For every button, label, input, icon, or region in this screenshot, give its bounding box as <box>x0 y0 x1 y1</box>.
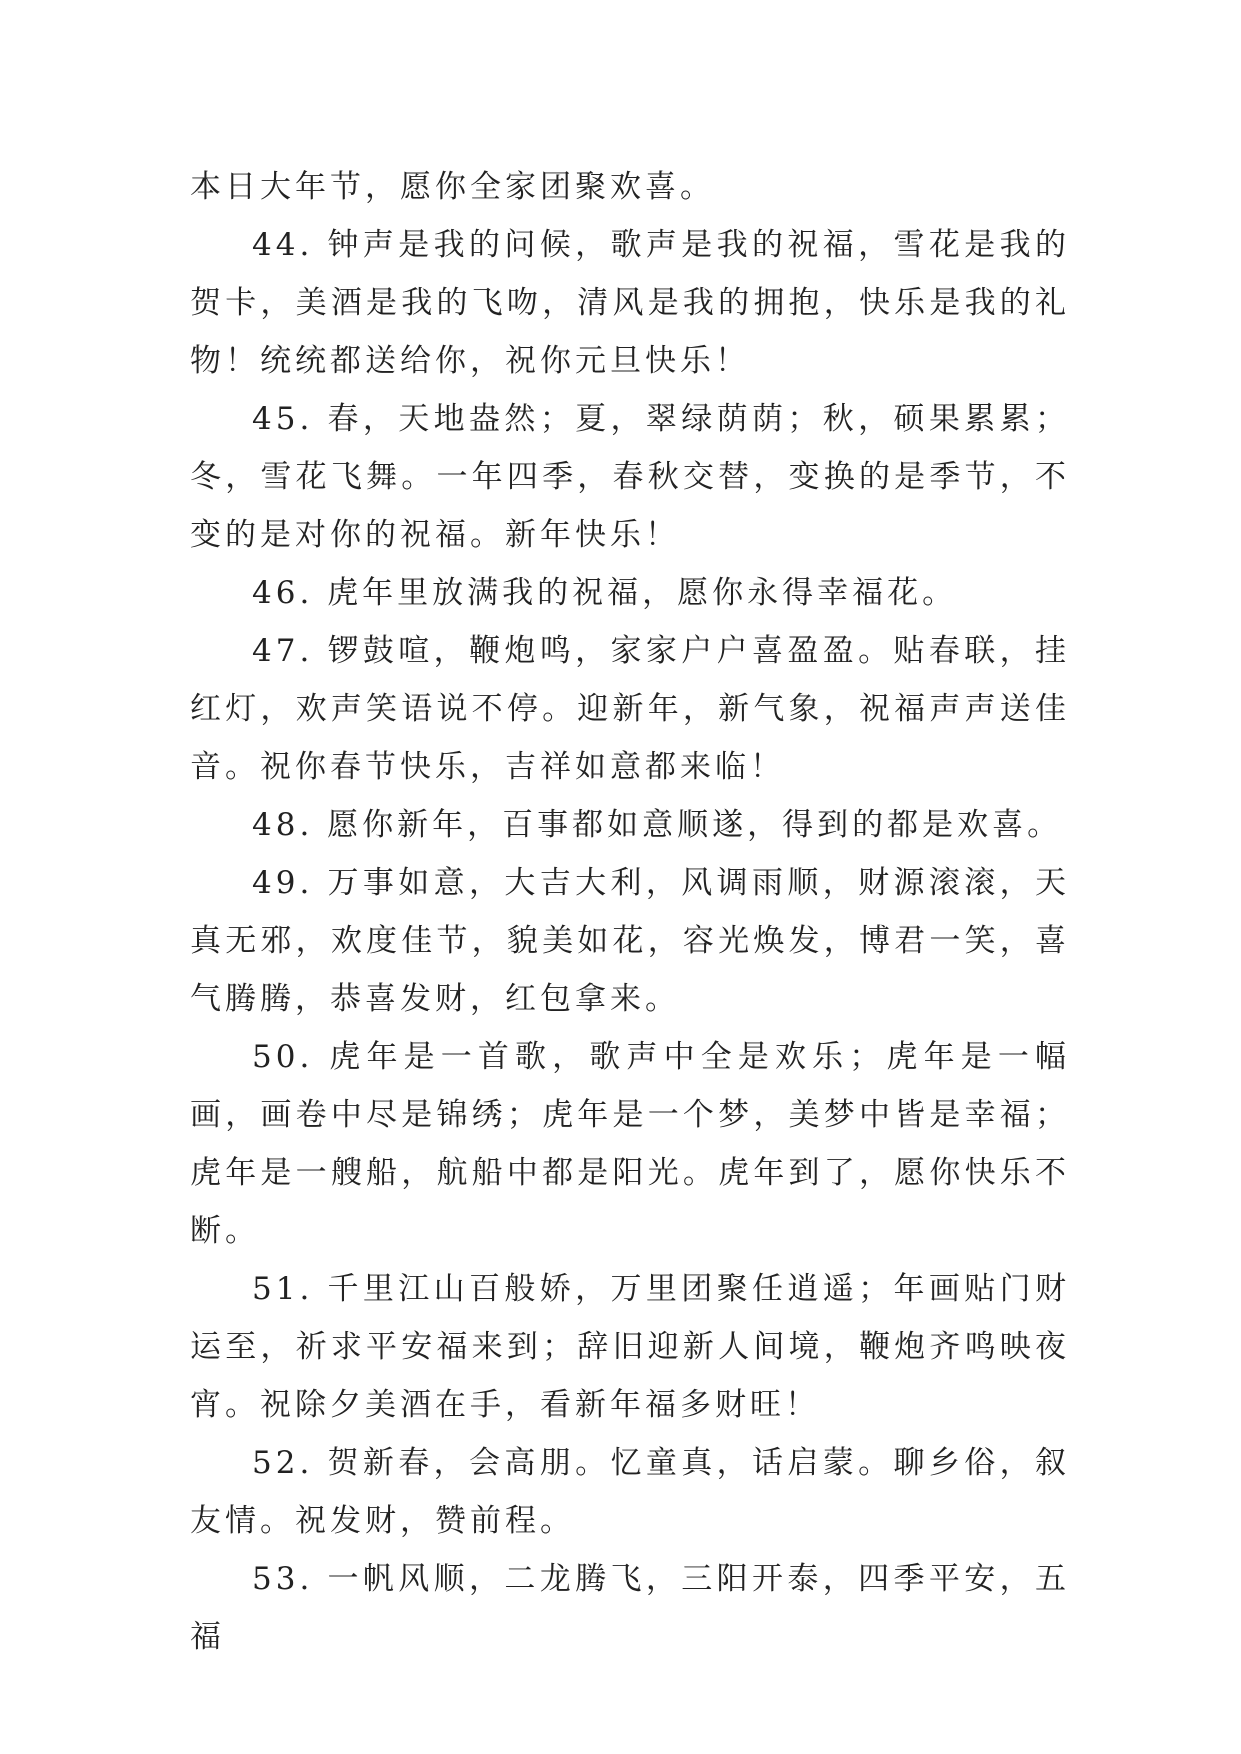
paragraph-50: 50. 虎年是一首歌，歌声中全是欢乐；虎年是一幅画，画卷中尽是锦绣；虎年是一个梦，美梦中皆是幸福；虎年是一艘船，航船中都是阳光。虎年到了，愿你快乐不断。 <box>190 1039 1070 1249</box>
paragraph-44: 44. 钟声是我的问候，歌声是我的祝福，雪花是我的贺卡，美酒是我的飞吻，清风是我的拥抱，快乐是我的礼物！统统都送给你，祝你元旦快乐！ <box>190 227 1070 379</box>
document-body <box>190 158 1070 1666</box>
paragraph-49: 49. 万事如意，大吉大利，风调雨顺，财源滚滚，天真无邪，欢度佳节，貌美如花，容光焕发，博君一笑，喜气腾腾，恭喜发财，红包拿来。 <box>190 865 1070 1017</box>
paragraph-47: 47. 锣鼓喧，鞭炮鸣，家家户户喜盈盈。贴春联，挂红灯，欢声笑语说不停。迎新年，新气象，祝福声声送佳音。祝你春节快乐，吉祥如意都来临！ <box>190 633 1070 785</box>
paragraph-continuation: 本日大年节，愿你全家团聚欢喜。 <box>190 169 715 205</box>
paragraph-48: 48. 愿你新年，百事都如意顺遂，得到的都是欢喜。 <box>252 807 1063 843</box>
paragraph-53: 53. 一帆风顺，二龙腾飞，三阳开泰，四季平安，五福 <box>190 1561 1070 1655</box>
paragraph-52: 52. 贺新春，会高朋。忆童真，话启蒙。聊乡俗，叙友情。祝发财，赞前程。 <box>190 1445 1070 1539</box>
paragraph-46: 46. 虎年里放满我的祝福，愿你永得幸福花。 <box>252 575 958 611</box>
paragraph-51: 51. 千里江山百般娇，万里团聚任逍遥；年画贴门财运至，祈求平安福来到；辞旧迎新人间境，鞭炮齐鸣映夜宵。祝除夕美酒在手，看新年福多财旺！ <box>190 1271 1070 1423</box>
paragraph-45: 45. 春，天地盎然；夏，翠绿荫荫；秋，硕果累累；冬，雪花飞舞。一年四季，春秋交替，变换的是季节，不变的是对你的祝福。新年快乐！ <box>190 401 1070 553</box>
